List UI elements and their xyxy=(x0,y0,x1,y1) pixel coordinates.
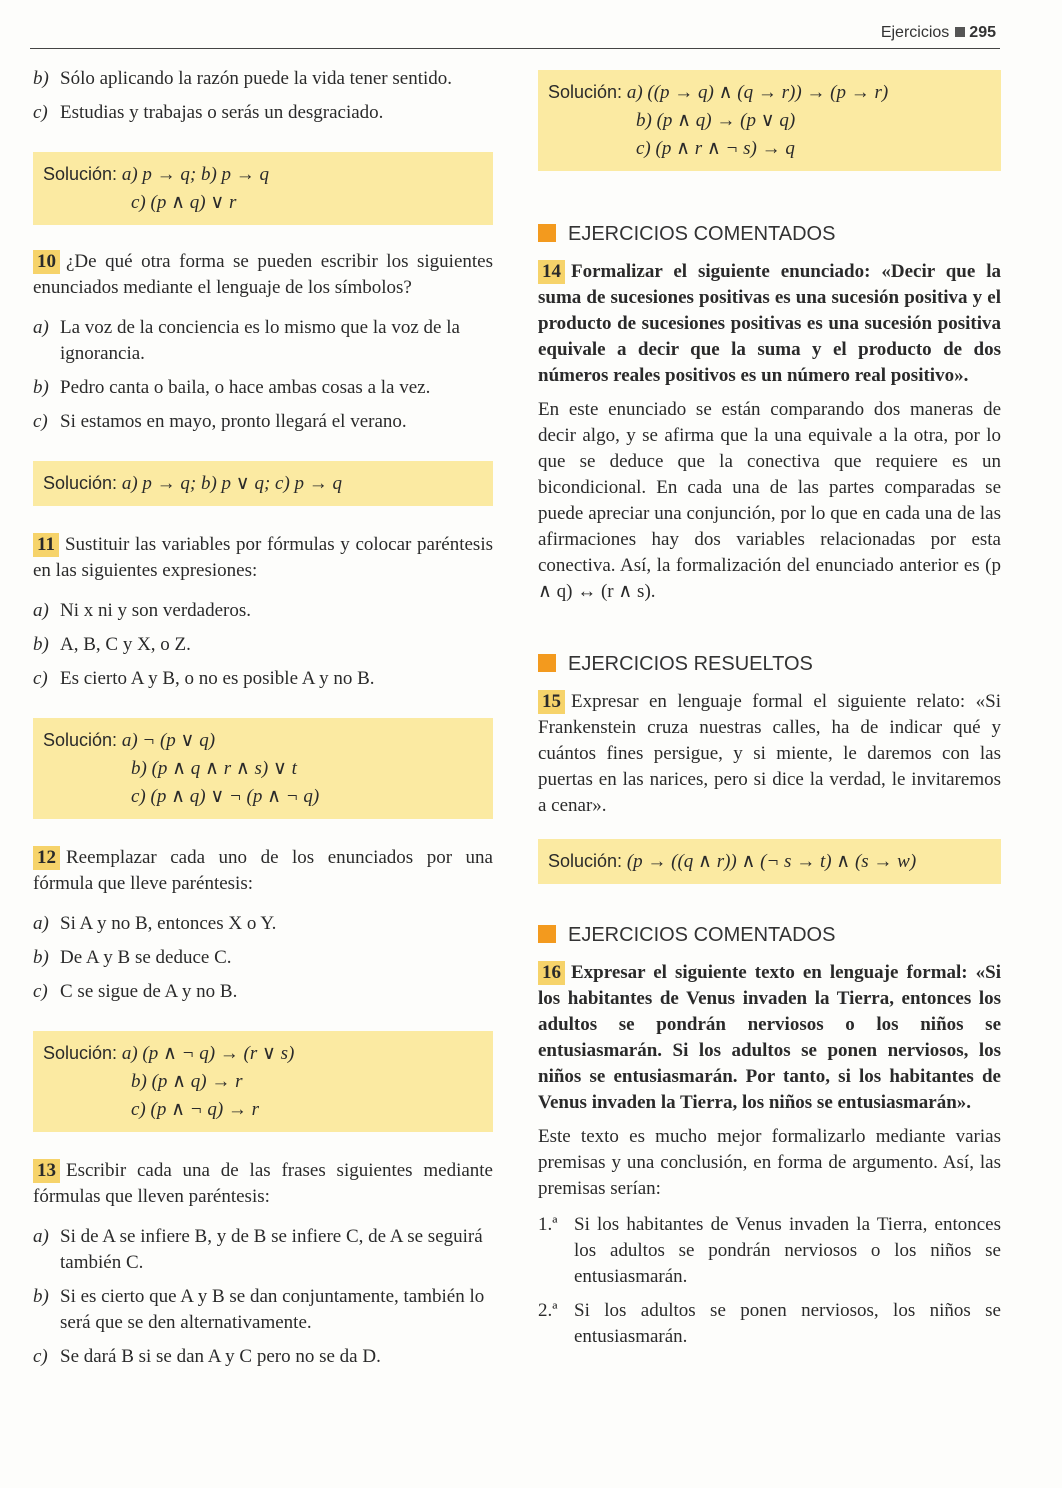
solution-box-9 xyxy=(33,152,493,225)
solution-line: c) (p ∧ q) ∨ r xyxy=(131,192,237,213)
section-heading-commented-2 xyxy=(538,920,1001,950)
ex11-item-b xyxy=(33,632,493,658)
ex11-item-a xyxy=(33,598,493,624)
solution-line: c) (p ∧ ¬ q) → r xyxy=(131,1099,260,1120)
exercise-10 xyxy=(33,249,493,301)
premise-1 xyxy=(538,1212,1001,1290)
exercise-number: 10 xyxy=(33,250,60,274)
premise-label: 1.ª xyxy=(538,1214,558,1235)
section-heading-solved xyxy=(538,649,1001,679)
item-text: Si de A se infiere B, y de B se infiere C, de A se seguirá también C. xyxy=(60,1226,483,1273)
section-title: EJERCICIOS COMENTADOS xyxy=(568,223,836,245)
premise-text: Si los habitantes de Venus invaden la Tierra, entonces los adultos se pondrán nerviosos o los niños se entusiasmarán. xyxy=(574,1214,1001,1287)
exercise-number: 15 xyxy=(538,690,565,714)
exercise-number: 11 xyxy=(33,533,59,557)
item-text: Pedro canta o baila, o hace ambas cosas a la vez. xyxy=(60,377,431,398)
left-column xyxy=(33,66,493,1378)
item-label: b) xyxy=(33,947,49,968)
premise-label: 2.ª xyxy=(538,1300,558,1321)
item-text: A, B, C y X, o Z. xyxy=(60,634,191,655)
exercise-11 xyxy=(33,532,493,584)
right-column xyxy=(538,66,1001,1358)
item-text: C se sigue de A y no B. xyxy=(60,981,238,1002)
section-square-icon xyxy=(538,654,556,672)
item-text: De A y B se deduce C. xyxy=(60,947,232,968)
solution-line: (p → ((q ∧ r)) ∧ (¬ s → t) ∧ (s → w) xyxy=(626,851,917,872)
solution-label: Solución: xyxy=(43,1043,118,1063)
solution-line: b) (p ∧ q ∧ r ∧ s) ∨ t xyxy=(131,758,297,779)
exercise-13 xyxy=(33,1158,493,1210)
ex13-item-c xyxy=(33,1344,493,1370)
section-square-icon xyxy=(538,224,556,242)
item-text: Si es cierto que A y B se dan conjuntamente, también lo será que se den alternativamente. xyxy=(60,1286,485,1333)
item-label: c) xyxy=(33,668,48,689)
solution-box-13 xyxy=(538,70,1001,171)
ex12-item-c xyxy=(33,979,493,1005)
exercise-15 xyxy=(538,689,1001,819)
solution-label: Solución: xyxy=(548,82,623,102)
item-label: b) xyxy=(33,1286,49,1307)
solution-line: c) (p ∧ q) ∨ ¬ (p ∧ ¬ q) xyxy=(131,786,320,807)
item-label: a) xyxy=(33,600,49,621)
exercise-text: Sustituir las variables por fórmulas y colocar paréntesis en las siguientes expresiones: xyxy=(33,534,493,581)
item-text: Estudias y trabajas o serás un desgraciado. xyxy=(60,102,384,123)
exercise-16-body: Este texto es mucho mejor formalizarlo mediante varias premisas y una conclusión, en forma de argumento. Así, las premisas serían: xyxy=(538,1126,1001,1199)
header-square-icon xyxy=(955,27,965,37)
solution-label: Solución: xyxy=(43,473,118,493)
solution-box-10 xyxy=(33,461,493,506)
solution-line: b) (p ∧ q) → r xyxy=(131,1071,243,1092)
exercise-text: Escribir cada una de las frases siguientes mediante fórmulas que lleven paréntesis: xyxy=(33,1160,493,1207)
ex10-item-a xyxy=(33,315,493,367)
item-label: c) xyxy=(33,411,48,432)
exercise-text: ¿De qué otra forma se pueden escribir los siguientes enunciados mediante el lenguaje de los símbolos? xyxy=(33,251,493,298)
item-text: La voz de la conciencia es lo mismo que la voz de la ignorancia. xyxy=(60,317,460,364)
solution-label: Solución: xyxy=(43,164,118,184)
solution-line: a) p → q; b) p ∨ q; c) p → q xyxy=(121,473,343,494)
solution-label: Solución: xyxy=(43,730,118,750)
exercise-number: 12 xyxy=(33,846,60,870)
item-text: Ni x ni y son verdaderos. xyxy=(60,600,252,621)
exercise-number: 14 xyxy=(538,260,565,284)
item-label: b) xyxy=(33,68,49,89)
section-heading-commented xyxy=(538,219,1001,249)
page-number: 295 xyxy=(969,24,996,41)
exercise-number: 13 xyxy=(33,1159,60,1183)
solution-line: a) p → q; b) p → q xyxy=(121,164,270,185)
solution-line: a) (p ∧ ¬ q) → (r ∨ s) xyxy=(121,1043,295,1064)
item-label: b) xyxy=(33,634,49,655)
item-text: Si estamos en mayo, pronto llegará el verano. xyxy=(60,411,407,432)
item-label: c) xyxy=(33,102,48,123)
premise-2 xyxy=(538,1298,1001,1350)
section-title: EJERCICIOS COMENTADOS xyxy=(568,924,836,946)
exercise-text: Reemplazar cada uno de los enunciados por una fórmula que lleve paréntesis: xyxy=(33,847,493,894)
exercise-text: Formalizar el siguiente enunciado: «Decir que la suma de sucesiones positivas es una sucesión positiva y el producto de sucesiones positivas es una sucesión positiva equivale a decir que la suma y el producto de dos números reales positivos es un número real positivo». xyxy=(538,261,1001,386)
solution-line: a) ¬ (p ∨ q) xyxy=(121,730,216,751)
ex10-item-b xyxy=(33,375,493,401)
solution-line: c) (p ∧ r ∧ ¬ s) → q xyxy=(636,138,795,159)
item-text: Es cierto A y B, o no es posible A y no B. xyxy=(60,668,375,689)
ex12-item-a xyxy=(33,911,493,937)
item-text: Se dará B si se dan A y C pero no se da D. xyxy=(60,1346,381,1367)
item-label: c) xyxy=(33,1346,48,1367)
item-text: Si A y no B, entonces X o Y. xyxy=(60,913,277,934)
header-text xyxy=(881,24,996,42)
premise-text: Si los adultos se ponen nerviosos, los niños se entusiasmarán. xyxy=(574,1300,1001,1347)
exercise-text: Expresar el siguiente texto en lenguaje formal: «Si los habitantes de Venus invaden la Tierra, entonces los adultos se pondrán nerviosos o los niños se entusiasmarán. Si los adultos se ponen nerviosos, los niños se entusiasmarán. Por tanto, si los habitantes de Venus invaden la Tierra, los niños se entusiasmarán». xyxy=(538,962,1001,1113)
item-label: b) xyxy=(33,377,49,398)
running-header xyxy=(30,24,1000,49)
item-label: a) xyxy=(33,913,49,934)
item-label: a) xyxy=(33,317,49,338)
ex9-item-c xyxy=(33,100,493,126)
item-text: Sólo aplicando la razón puede la vida tener sentido. xyxy=(60,68,453,89)
solution-box-12 xyxy=(33,1031,493,1132)
ex10-item-c xyxy=(33,409,493,435)
solution-line: a) ((p → q) ∧ (q → r)) → (p → r) xyxy=(626,82,889,103)
section-title: EJERCICIOS RESUELTOS xyxy=(568,653,813,675)
solution-label: Solución: xyxy=(548,851,623,871)
solution-box-15 xyxy=(538,839,1001,884)
item-label: c) xyxy=(33,981,48,1002)
exercise-number: 16 xyxy=(538,961,565,985)
ex13-item-b xyxy=(33,1284,493,1336)
exercise-14-body: En este enunciado se están comparando dos maneras de decir algo, y se afirma que la una equivale a la otra, por lo que se deduce que la conectiva que requiere es un bicondicional. En cada una de las partes comparadas se puede apreciar una conjunción, por lo que en cada una de las afirmaciones hay dos variables relacionadas por esta conectiva. Así, la formalización del enunciado anterior es (p ∧ q) ↔ (r ∧ s). xyxy=(538,399,1001,602)
solution-line: b) (p ∧ q) → (p ∨ q) xyxy=(636,110,796,131)
ex13-item-a xyxy=(33,1224,493,1276)
solution-box-11 xyxy=(33,718,493,819)
exercise-16-statement xyxy=(538,960,1001,1116)
exercise-14-statement xyxy=(538,259,1001,389)
exercise-12 xyxy=(33,845,493,897)
ex9-item-b xyxy=(33,66,493,92)
exercise-text: Expresar en lenguaje formal el siguiente relato: «Si Frankenstein cruza nuestras calles, ha de indicar qué y cuántos fines persigue, y si miente, le daremos con las puertas en las narices, pero si dice la verdad, le invitaremos a cenar». xyxy=(538,691,1001,816)
section-square-icon xyxy=(538,925,556,943)
header-section: Ejercicios xyxy=(880,24,950,41)
item-label: a) xyxy=(33,1226,49,1247)
ex11-item-c xyxy=(33,666,493,692)
ex12-item-b xyxy=(33,945,493,971)
